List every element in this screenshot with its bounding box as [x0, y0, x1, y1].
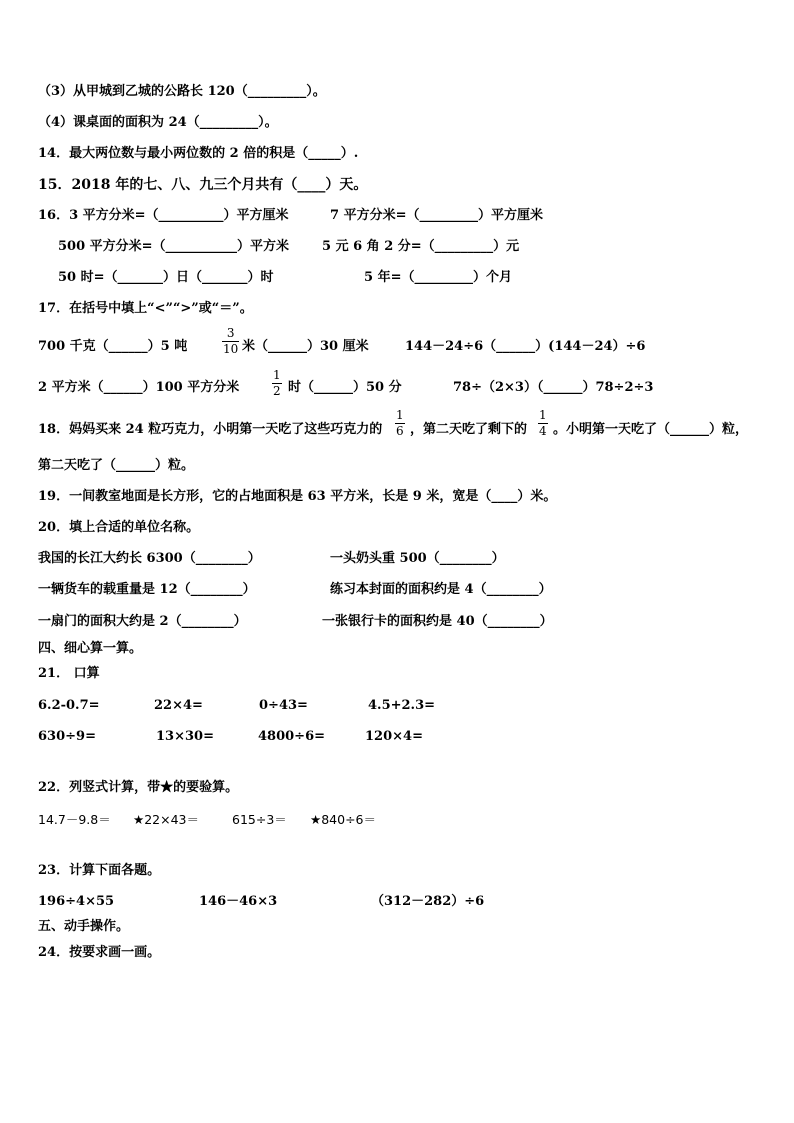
section-5-heading: 五、动手操作。 [38, 919, 130, 934]
q16-row3-b: 5 年=（_________）个月 [364, 270, 512, 285]
q21-r1-c3: 0÷43= [259, 698, 308, 713]
q22-item-4: ★840÷6＝ [310, 812, 376, 827]
q21-r1-c1: 6.2-0.7= [38, 698, 100, 713]
q21-r1-c4: 4.5+2.3= [368, 698, 436, 713]
q17-row1-a: 700 千克（______）5 吨 [38, 339, 188, 354]
q23-item-3: （312－282）÷6 [371, 894, 485, 909]
q13-item3: （3）从甲城到乙城的公路长 120（_________）。 [38, 84, 326, 99]
q18-fraction-1 [395, 409, 405, 438]
q17-row2-a: 2 平方米（______）100 平方分米 [38, 380, 240, 395]
fraction-denominator: 4 [539, 424, 547, 438]
question-19: 19．一间教室地面是长方形，它的占地面积是 63 平方米，长是 9 米，宽是（____）米。 [38, 489, 557, 504]
q16-row2-a: 500 平方分米=（___________）平方米 [58, 239, 290, 254]
q16-row1-b: 7 平方分米=（_________）平方厘米 [330, 208, 543, 223]
q13-item4: （4）课桌面的面积为 24（_________）。 [38, 115, 278, 130]
q20-title: 20．填上合适的单位名称。 [38, 520, 200, 535]
q20-row2-b: 练习本封面的面积约是 4（________） [330, 582, 552, 597]
question-24: 24．按要求画一画。 [38, 945, 161, 960]
q23-item-2: 146－46×3 [199, 894, 278, 909]
q18-part2: ，第二天吃了剩下的 [410, 422, 528, 437]
q16-row1-a: 16．3 平方分米=（__________）平方厘米 [38, 208, 289, 223]
q21-r2-c1: 630÷9= [38, 729, 96, 744]
q22-item-3: 615÷3＝ [232, 812, 287, 827]
q20-row3-a: 一扇门的面积大约是 2（________） [38, 614, 247, 629]
q18-fraction-2 [538, 409, 548, 438]
q17-row2-b: 时（______）50 分 [288, 380, 402, 395]
q22-title: 22．列竖式计算，带★的要验算。 [38, 780, 239, 795]
q17-title: 17．在括号中填上“<”“>”或“＝”。 [38, 301, 253, 316]
q17-row2-fraction [272, 369, 282, 398]
q21-r2-c3: 4800÷6= [258, 729, 326, 744]
fraction-denominator: 2 [273, 384, 281, 398]
q20-row3-b: 一张银行卡的面积约是 40（________） [322, 614, 553, 629]
fraction-denominator: 10 [223, 342, 239, 356]
q20-row2-a: 一辆货车的载重量是 12（________） [38, 582, 256, 597]
q21-title: 21． 口算 [38, 666, 100, 681]
q17-row1-fraction [222, 327, 239, 356]
q18-line2: 第二天吃了（______）粒。 [38, 458, 195, 473]
q22-item-1: 14.7－9.8＝ [38, 812, 111, 827]
section-4-heading: 四、细心算一算。 [38, 641, 143, 656]
q18-part3: 。小明第一天吃了（______）粒， [553, 422, 749, 437]
q21-r2-c4: 120×4= [365, 729, 423, 744]
q20-row1-a: 我国的长江大约长 6300（________） [38, 551, 261, 566]
fraction-numerator: 1 [273, 368, 281, 382]
q21-r2-c2: 13×30= [156, 729, 214, 744]
q22-item-2: ★22×43＝ [133, 812, 199, 827]
fraction-numerator: 1 [396, 408, 404, 422]
q16-row2-b: 5 元 6 角 2 分=（_________）元 [322, 239, 520, 254]
q23-title: 23．计算下面各题。 [38, 863, 161, 878]
q21-r1-c2: 22×4= [154, 698, 203, 713]
q16-row3-a: 50 时=（_______）日（_______）时 [58, 270, 274, 285]
q20-row1-b: 一头奶头重 500（________） [330, 551, 505, 566]
q17-row1-b: 米（______）30 厘米 [242, 339, 369, 354]
q23-item-1: 196÷4×55 [38, 894, 115, 909]
fraction-numerator: 3 [226, 326, 235, 340]
fraction-numerator: 1 [539, 408, 547, 422]
q17-row2-c: 78÷（2×3）（______）78÷2÷3 [453, 380, 654, 395]
question-15: 15．2018 年的七、八、九三个月共有（____）天。 [38, 177, 368, 193]
q17-row1-c: 144－24÷6（______）(144－24）÷6 [405, 339, 646, 354]
question-14: 14．最大两位数与最小两位数的 2 倍的积是（_____）. [38, 146, 359, 161]
q18-part1: 18．妈妈买来 24 粒巧克力，小明第一天吃了这些巧克力的 [38, 422, 383, 437]
fraction-denominator: 6 [396, 424, 404, 438]
